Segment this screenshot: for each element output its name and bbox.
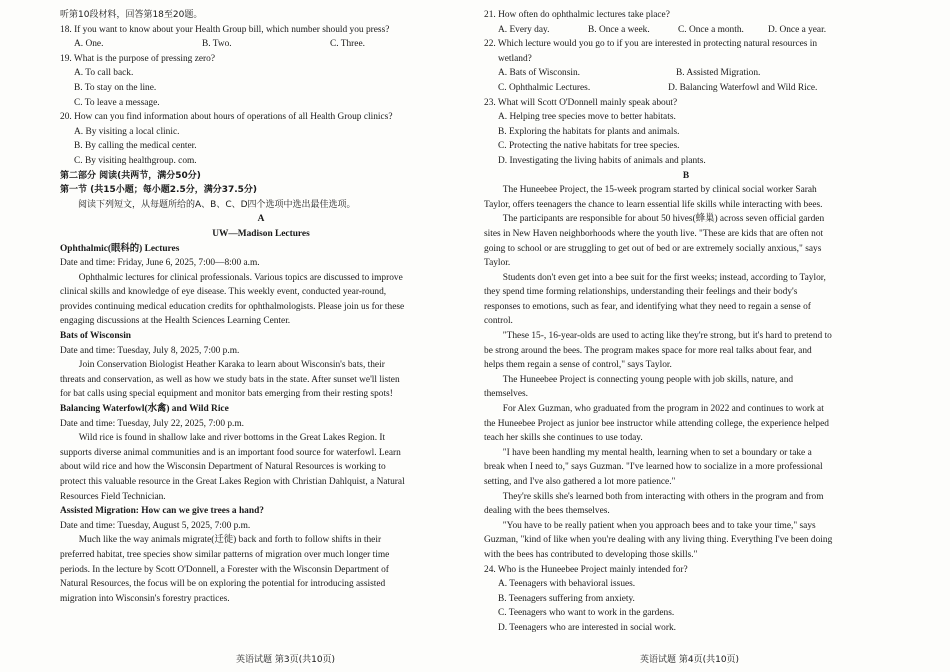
lecture-4-line: Much like the way animals migrate(迁徙) back and forth to follow shifts in their	[78, 535, 382, 546]
lecture-2-line: Join Conservation Biologist Heather Karaka to learn about Wisconsin's bats, their	[78, 360, 385, 371]
passage-b-line: "These 15-, 16-year-olds are used to acting like they're strong, but it's hard to pretend to	[502, 331, 832, 342]
option-22a: A. Bats of Wisconsin.	[498, 68, 580, 79]
passage-b-line: "You have to be really patient when you approach bees and to take your time," says	[502, 520, 816, 531]
option-21a: A. Every day.	[498, 24, 550, 35]
lecture-4-title: Assisted Migration: How can we give trees a hand?	[60, 506, 264, 517]
passage-b-line: themselves.	[484, 389, 529, 400]
option-18a: A. One.	[74, 39, 104, 50]
question-19: 19. What is the purpose of pressing zero?	[60, 53, 215, 64]
passage-b-line: responses to emotions, such as fear, and identifying what they need to regain a sense of	[484, 301, 811, 312]
lecture-1-title: Ophthalmic(眼科的) Lectures	[60, 243, 180, 254]
passage-b-line: Taylor, offers teenagers the chance to learn essential life skills while interacting with bees.	[484, 199, 823, 210]
question-22-options-row2	[484, 81, 888, 96]
lecture-2-date: Date and time: Tuesday, July 8, 2025, 7:00 p.m.	[60, 345, 240, 356]
passage-b-line: "I have been handling my mental health, learning when to set a boundary or take a	[502, 447, 812, 458]
left-column	[60, 8, 462, 606]
lecture-3-line: protect this valuable resource in the Great Lakes Region with Christian Dahlquist, a Natural	[60, 477, 405, 487]
passage-b-line: going to school or are struggling to get out of bed or are extremely socially anxious," says	[484, 243, 822, 254]
passage-b-line: sites in New Haven neighborhoods where the youth live. "These are kids that are often not	[484, 228, 824, 239]
lecture-2-line: for bat calls using special equipment and monitor bats emerging from their resting spots!	[60, 389, 393, 400]
passage-b-line: they spend time forming relationships, understanding their feelings and their body's	[484, 287, 798, 298]
option-18c: C. Three.	[330, 39, 365, 50]
option-23a: A. Helping tree species move to better habitats.	[498, 112, 676, 123]
option-21c: C. Once a month.	[678, 24, 744, 35]
option-23b: B. Exploring the habitats for plants and animals.	[498, 126, 680, 137]
question-23: 23. What will Scott O'Donnell mainly speak about?	[484, 97, 678, 108]
lecture-3-line: Wild rice is found in shallow lake and river bottoms in the Great Lakes Region. It	[78, 433, 386, 444]
passage-b-line: For Alex Guzman, who graduated from the program in 2022 and continues to work at	[502, 404, 824, 415]
passage-b-line: control.	[484, 316, 513, 327]
option-18b: B. Two.	[202, 39, 232, 50]
passage-b-line: Guzman, "kind of like when you're dealing with any living thing. Everything I've been doing	[484, 535, 833, 546]
question-18: 18. If you want to know about your Health Group bill, which number should you press?	[60, 24, 390, 35]
lecture-4-line: preferred habitat, tree species show similar patterns of migration over much longer time	[60, 549, 390, 560]
option-20a: A. By visiting a local clinic.	[74, 126, 180, 137]
lecture-2-title: Bats of Wisconsin	[60, 331, 132, 342]
page-footer-left: 英语试题 第3页(共10页)	[236, 655, 336, 666]
lecture-1-line: provides continuing medical education credits for ophthalmologists. Please join us for these	[60, 301, 405, 312]
option-24a: A. Teenagers with behavioral issues.	[498, 579, 636, 590]
lecture-3-date: Date and time: Tuesday, July 22, 2025, 7:00 p.m.	[60, 418, 245, 429]
lecture-3-title: Balancing Waterfowl(水禽) and Wild Rice	[60, 404, 229, 415]
option-23c: C. Protecting the native habitats for tree species.	[498, 141, 680, 152]
option-20b: B. By calling the medical center.	[74, 141, 197, 152]
option-22d: D. Balancing Waterfowl and Wild Rice.	[668, 82, 818, 93]
lecture-3-line: about wild rice and how the Wisconsin Department of Natural Resources is working to	[60, 462, 386, 473]
lecture-4-line: Natural Resources, the focus will be on exploring the potential for introducing assisted	[60, 579, 386, 590]
lecture-1-date: Date and time: Friday, June 6, 2025, 7:00—8:00 a.m.	[60, 258, 260, 269]
page-footer-right: 英语试题 第4页(共10页)	[640, 655, 740, 666]
lecture-2-line: threats and conservation, as well as how we study bats in the state. After sunset we'll listen	[60, 374, 400, 385]
passage-b-line: setting, and I've also gathered a lot more patience."	[484, 477, 676, 487]
option-21d: D. Once a year.	[768, 24, 827, 35]
part-two-heading: 第二部分 阅读(共两节，满分50分)	[60, 170, 201, 181]
passage-b-line: Students don't even get into a bee suit for the first weeks; instead, according to Taylor,	[502, 272, 826, 283]
option-21b: B. Once a week.	[588, 24, 650, 35]
question-20: 20. How can you find information about hours of operations of all Health Group clinics?	[60, 112, 393, 123]
lecture-4-line: periods. In the lecture by Scott O'Donnell, a Forester with the Wisconsin Department of	[60, 564, 389, 575]
passage-b-line: The participants are responsible for about 50 hives(蜂巢) across seven official garden	[502, 214, 825, 225]
passage-b-line: be strong around the bees. The program makes space for more real talks about fear, and	[484, 345, 812, 356]
option-19c: C. To leave a message.	[74, 97, 160, 108]
option-24b: B. Teenagers suffering from anxiety.	[498, 593, 635, 604]
passage-b-line: The Huneebee Project, the 15-week program started by clinical social worker Sarah	[502, 185, 817, 196]
question-22-cont: wetland?	[498, 53, 532, 64]
option-22c: C. Ophthalmic Lectures.	[498, 82, 591, 93]
passage-b-line: the Huneebee Project as junior bee instructor while attending college, the experience helped	[484, 418, 829, 429]
passage-a-label: A	[257, 214, 265, 225]
lecture-3-line: supports diverse animal communities and is an important food source for waterfowl. Learn	[60, 447, 401, 458]
question-21-options	[484, 23, 888, 38]
section-one-heading: 第一节 (共15小题；每小题2.5分，满分37.5分)	[60, 185, 258, 196]
lecture-1-line: Ophthalmic lectures for clinical professionals. Various topics are discussed to improve	[78, 272, 403, 283]
option-22b: B. Assisted Migration.	[676, 68, 761, 79]
passage-b-line: with the bees has contributed to developing those skills."	[484, 549, 698, 560]
right-column	[484, 8, 888, 636]
passage-b-line: dealing with the bees themselves.	[484, 506, 610, 517]
passage-b-line: helps them regain a sense of control," says Taylor.	[484, 360, 672, 371]
option-23d: D. Investigating the living habits of animals and plants.	[498, 155, 706, 166]
passage-b-line: break when I need to," says Guzman. "I've learned how to socialize in a more professional	[484, 462, 823, 473]
passage-b-line: teach her skills she continues to use today.	[484, 433, 643, 444]
question-22: 22. Which lecture would you go to if you are interested in protecting natural resources in	[484, 39, 818, 50]
lecture-1-line: clinical skills and knowledge of eye disease. This weekly event, conducted year-round,	[60, 287, 387, 298]
option-19a: A. To call back.	[74, 68, 134, 79]
question-21: 21. How often do ophthalmic lectures take place?	[484, 10, 670, 20]
passage-b-label: B	[682, 170, 690, 181]
listening-intro: 听第10段材料，回答第18至20题。	[60, 10, 203, 20]
lecture-3-line: Resources Field Technician.	[60, 491, 166, 502]
reading-instruction: 阅读下列短文，从每题所给的A、B、C、D四个选项中选出最佳选项。	[78, 199, 356, 210]
option-24c: C. Teenagers who want to work in the gardens.	[498, 608, 675, 619]
passage-b-line: Taylor.	[484, 258, 511, 269]
lecture-4-line: migration into Wisconsin's forestry practices.	[60, 593, 230, 604]
option-24d: D. Teenagers who are interested in social work.	[498, 622, 677, 633]
question-18-options	[60, 37, 462, 52]
question-24: 24. Who is the Huneebee Project mainly intended for?	[484, 564, 688, 575]
passage-a-title: UW—Madison Lectures	[212, 228, 310, 239]
lecture-1-line: engaging discussions at the Health Sciences Learning Center.	[60, 316, 291, 327]
lecture-4-date: Date and time: Tuesday, August 5, 2025, 7:00 p.m.	[60, 520, 251, 531]
passage-b-line: The Huneebee Project is connecting young people with job skills, nature, and	[502, 374, 794, 385]
option-20c: C. By visiting healthgroup. com.	[74, 155, 197, 166]
option-19b: B. To stay on the line.	[74, 82, 157, 93]
passage-b-line: They're skills she's learned both from interacting with others in the program and from	[502, 491, 824, 502]
question-22-options-row1	[484, 66, 888, 81]
